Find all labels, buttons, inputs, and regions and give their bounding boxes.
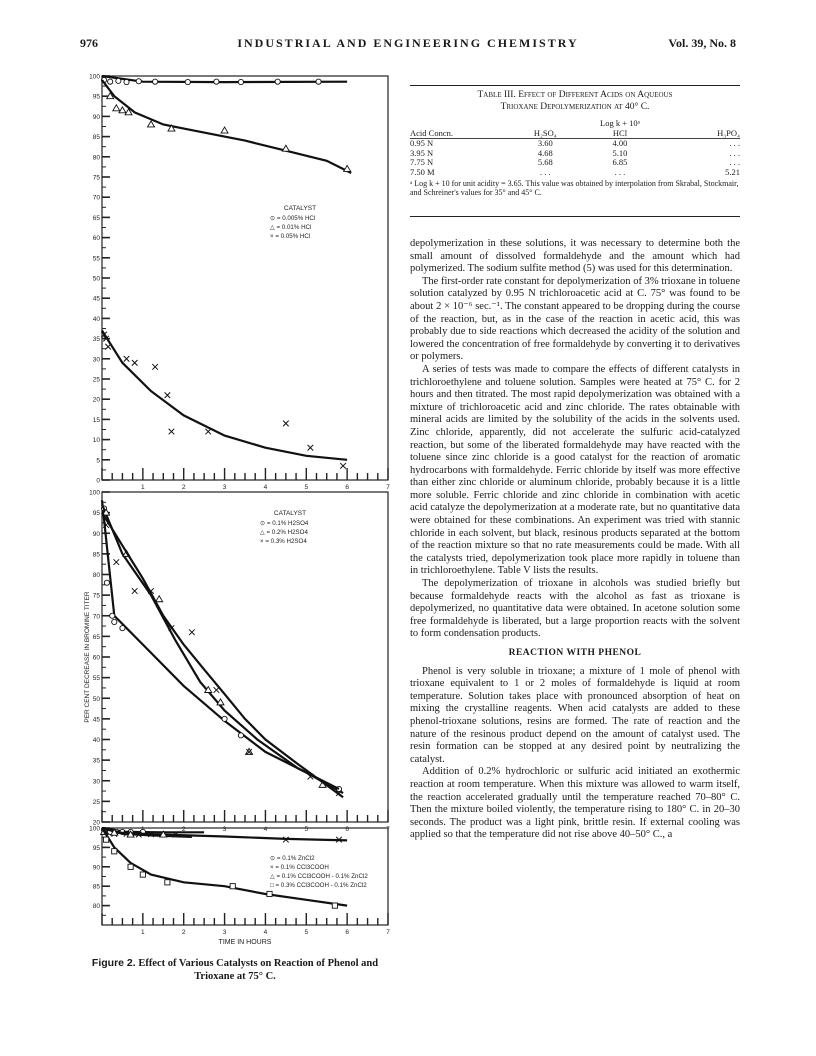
- data-point: [103, 837, 108, 842]
- y-tick-label: 55: [92, 255, 100, 263]
- table-iii: [410, 119, 740, 177]
- series-curve: [102, 500, 343, 793]
- data-point: [114, 559, 120, 565]
- paragraph: The first-order rate constant for depolymerization of 3% trioxane in toluene solution catalyzed by 0.95 N trichloroacetic acid at C. 75° was found to be about 2 × 10⁻⁶ sec.⁻¹. The constant appeared to be dropping during the course of the reaction, but, as in the case of the reaction in acetic acid, this was probably due to side reactions which decreased the acidity of the solution and lowered the concentration of free formaldehyde by converting it to derivatives or polymers.: [410, 275, 740, 363]
- legend-entry: △ = 0.1% CCl3COOH - 0.1% ZnCl2: [270, 873, 368, 880]
- y-tick-label: 100: [89, 489, 100, 497]
- data-point: [283, 421, 289, 427]
- data-point: [113, 105, 120, 111]
- body-text-column: [410, 238, 740, 842]
- y-tick-label: 35: [92, 336, 100, 344]
- y-tick-label: 100: [89, 73, 100, 81]
- data-point: [222, 716, 227, 721]
- table-span-header: Log k + 10ᵃ: [600, 118, 640, 128]
- legend-entry: ⊙ = 0.1% ZnCl2: [270, 855, 315, 862]
- y-tick-label: 65: [92, 633, 100, 641]
- plot-frame: [102, 76, 388, 480]
- y-tick-label: 25: [92, 376, 100, 384]
- data-point: [267, 891, 272, 896]
- data-point: [112, 619, 117, 624]
- y-tick-label: 95: [92, 844, 100, 852]
- plot-frame: [102, 492, 388, 822]
- paragraph: Phenol is very soluble in trioxane; a mixture of 1 mole of phenol with trioxane equivalent to 1 or 2 moles of formaldehyde is liquid at room temperature. Solution takes place with pronounced absorption of heat on mixing the crystalline reagents. When acid catalysts are added to these phenol-trioxane solutions, resins are formed. The rate of reaction and the nature of the resinous product depend on the amount of catalyst used. The resin formation can be stopped at any desired point by neutralizing the catalyst.: [410, 665, 740, 765]
- series-curve: [102, 513, 343, 798]
- table-cell: 4.00: [612, 138, 628, 148]
- data-point: [214, 687, 220, 693]
- data-point: [238, 79, 243, 84]
- y-tick-label: 20: [92, 396, 100, 404]
- table-row: [410, 139, 740, 149]
- table-cell: 3.95 N: [410, 147, 434, 158]
- x-tick-label: 7: [386, 484, 390, 491]
- y-tick-label: 40: [92, 737, 100, 744]
- x-tick-label: 1: [141, 484, 145, 491]
- y-tick-label: 70: [92, 613, 100, 621]
- data-point: [116, 78, 121, 83]
- data-point: [108, 79, 113, 84]
- table-cell: . . .: [729, 157, 740, 167]
- data-point: [148, 121, 155, 127]
- x-tick-label: 3: [222, 826, 227, 833]
- y-tick-label: 40: [92, 315, 100, 323]
- data-point: [230, 884, 235, 889]
- y-tick-label: 45: [92, 295, 100, 303]
- y-tick-label: 55: [92, 675, 100, 683]
- y-tick-label: 25: [92, 798, 100, 806]
- section-heading: REACTION WITH PHENOL: [508, 648, 642, 658]
- y-tick-label: 30: [92, 356, 100, 364]
- data-point: [165, 880, 170, 885]
- y-tick-label: 10: [92, 437, 100, 445]
- series-curve: [102, 331, 347, 460]
- x-tick-label: 1: [141, 929, 145, 936]
- data-point: [165, 392, 171, 398]
- y-tick-label: 30: [92, 778, 100, 786]
- legend-entry: ⊙ = 0.005% HCl: [270, 215, 316, 222]
- data-point: [282, 145, 289, 151]
- figure-caption: [80, 957, 390, 983]
- data-point: [124, 356, 130, 362]
- table-cell: . . .: [614, 166, 626, 177]
- data-point: [112, 849, 117, 854]
- data-point: [308, 445, 314, 451]
- data-point: [132, 360, 138, 366]
- legend-entry: □ = 0.3% CCl3COOH - 0.1% ZnCl2: [270, 882, 367, 889]
- table-col-header: H₂SO₄: [500, 129, 591, 139]
- table-cell: . . .: [539, 166, 551, 177]
- data-point: [136, 79, 141, 84]
- table-col-header: H₃PO₄: [649, 129, 740, 139]
- y-tick-label: 60: [92, 654, 100, 662]
- data-point: [332, 903, 337, 908]
- x-tick-label: 2: [181, 929, 186, 936]
- y-tick-label: 85: [92, 883, 100, 891]
- table-cell: 4.68: [537, 147, 553, 158]
- x-tick-label: 5: [304, 484, 309, 491]
- table-row: [410, 149, 740, 159]
- data-point: [169, 429, 175, 435]
- paragraph: Addition of 0.2% hydrochloric or sulfuric acid initiated an exothermic reaction at room temperature. When this mixture was allowed to warm itself, the reaction accelerated gradually until the temperature reached 70–80° C. Then the mixture boiled violently, the temperature rising to 180° C. in 20–30 seconds. The product was a light pink, brittle resin. If external cooling was applied so that the temperature did not rise above 40–50° C., a: [410, 766, 740, 841]
- y-tick-label: 70: [92, 194, 100, 202]
- data-point: [110, 613, 115, 618]
- data-point: [214, 79, 219, 84]
- data-point: [205, 429, 211, 435]
- x-tick-label: 7: [386, 826, 390, 833]
- y-tick-label: 15: [92, 416, 100, 424]
- table-title-line1: Table III. Effect of Different Acids on Aqueous: [477, 90, 673, 100]
- y-tick-label: 65: [92, 214, 100, 222]
- paragraph: A series of tests was made to compare the effects of different catalysts in trichloroethylene and toluene solution. Samples were heated at 75° C. for 2 hours and then titrated. The most rapid depolymerization was obtained with a mixture of trichloroacetic acid and zinc chloride. The rates obtainable with mineral acids are limited by the solubility of the acids in the solvents used. Zinc chloride, apparently, did not accelerate the sulfuric acid-catalyzed reaction, but some of the liberated formaldehyde may have reacted with the toluene since zinc chloride is a good catalyst for the reaction of aromatic hydrocarbons with formaldehyde. Ferric chloride by itself was more effective than either zinc chloride or aluminum chloride, probably because it is a little more soluble. Ferric chloride and zinc chloride in combination with acetic acid catalyze the depolymerization at a moderate rate, but no quantitative data were obtained for these combinations. An experiment was tried with stannic chloride in each solvent, but black, resinous products separated at the bottom of the reaction mixture so that no rate measurements could be made. With all the catalysts tried, depolymerization took place more rapidly in toluene than in trichloroethylene. Table V lists the results.: [410, 363, 740, 577]
- x-axis-label: TIME IN HOURS: [218, 939, 272, 946]
- data-point: [128, 864, 133, 869]
- table-cell: 5.10: [612, 147, 628, 158]
- x-tick-label: 3: [222, 929, 227, 936]
- table-cell: 0.95 N: [410, 138, 434, 148]
- table-top-rule: [410, 85, 740, 86]
- x-tick-label: 6: [345, 484, 349, 491]
- series-curve: [102, 504, 339, 789]
- data-point: [105, 344, 111, 350]
- legend-title: CATALYST: [283, 205, 317, 212]
- x-tick-label: 6: [345, 826, 349, 833]
- y-tick-label: 90: [92, 864, 100, 872]
- y-tick-label: 0: [96, 477, 100, 485]
- figure-2-chart: [80, 70, 390, 950]
- series-curve: [102, 80, 351, 173]
- y-tick-label: 60: [92, 235, 100, 243]
- x-tick-label: 2: [181, 484, 186, 491]
- table-cell: . . .: [729, 147, 740, 158]
- volume-issue: Vol. 39, No. 8: [668, 36, 736, 50]
- y-tick-label: 80: [92, 572, 100, 579]
- data-point: [189, 629, 195, 635]
- table-cell: 6.85: [612, 157, 628, 167]
- data-point: [275, 79, 280, 84]
- table-cell: 7.50 M: [410, 166, 435, 177]
- y-tick-label: 5: [96, 457, 100, 465]
- data-point: [152, 364, 158, 370]
- x-tick-label: 3: [222, 484, 227, 491]
- y-tick-label: 75: [92, 592, 100, 600]
- x-tick-label: 4: [263, 484, 268, 491]
- paragraph: The depolymerization of trioxane in alcohols was studied briefly but because formaldehyde reacts with the alcohol as fast as trioxane is depolymerized, no quantitative data were obtained. In acetone solution some free formaldehyde is liberated, but a large proportion reacts with the solvent to form condensation products.: [410, 578, 740, 640]
- journal-title: INDUSTRIAL AND ENGINEERING CHEMISTRY: [237, 36, 579, 50]
- y-tick-label: 95: [92, 510, 100, 518]
- data-point: [316, 79, 321, 84]
- y-tick-label: 50: [92, 275, 100, 283]
- y-tick-label: 100: [89, 825, 100, 833]
- legend-entry: × = 0.3% H2SO4: [260, 538, 307, 545]
- table-title-line2: Trioxane Depolymerization at 40° C.: [500, 101, 650, 112]
- table-row: [410, 168, 740, 178]
- legend-entry: △ = 0.01% HCl: [270, 224, 312, 231]
- data-point: [340, 463, 346, 469]
- table-col-header: Acid Concn.: [410, 129, 500, 139]
- legend-entry: × = 0.05% HCl: [270, 233, 311, 240]
- y-tick-label: 45: [92, 716, 100, 724]
- legend-title: CATALYST: [273, 510, 307, 517]
- y-tick-label: 80: [92, 903, 100, 911]
- data-point: [120, 626, 125, 631]
- data-point: [238, 733, 243, 738]
- table-row: [410, 158, 740, 168]
- y-tick-label: 35: [92, 757, 100, 765]
- legend-entry: △ = 0.2% H2SO4: [260, 529, 308, 536]
- data-point: [124, 79, 129, 84]
- table-cell: 7.75 N: [410, 157, 434, 167]
- y-tick-label: 90: [92, 530, 100, 538]
- legend-entry: ⊙ = 0.1% H2SO4: [260, 520, 309, 527]
- table-cell: 5.21: [725, 166, 740, 177]
- paragraph: depolymerization in these solutions, it was necessary to determine both the small amount of dissolved formaldehyde and the amount which had polymerized. The sodium sulfite method (5) was used for this determination.: [410, 238, 740, 275]
- x-tick-label: 4: [263, 929, 268, 936]
- data-point: [140, 872, 145, 877]
- y-tick-label: 20: [92, 819, 100, 827]
- table-title: [410, 90, 740, 113]
- table-cell: . . .: [729, 138, 740, 148]
- data-point: [153, 79, 158, 84]
- data-point: [132, 588, 138, 594]
- x-tick-label: 2: [181, 826, 186, 833]
- page-number: 976: [80, 36, 98, 50]
- table-bottom-rule: [410, 216, 740, 217]
- y-tick-label: 80: [92, 154, 100, 162]
- table-cell: 5.68: [537, 157, 553, 167]
- x-tick-label: 6: [345, 929, 349, 936]
- figure-caption-text: Effect of Various Catalysts on Reaction of Phenol and Trioxane at 75° C.: [138, 958, 379, 982]
- x-tick-label: 5: [304, 929, 309, 936]
- x-tick-label: 5: [304, 826, 309, 833]
- x-tick-label: 7: [386, 929, 390, 936]
- x-tick-label: 4: [263, 826, 268, 833]
- y-tick-label: 95: [92, 93, 100, 101]
- y-tick-label: 50: [92, 695, 100, 703]
- data-point: [185, 79, 190, 84]
- data-point: [119, 107, 126, 113]
- y-tick-label: 85: [92, 551, 100, 559]
- legend-entry: × = 0.1% CCl3COOH: [270, 864, 329, 871]
- y-tick-label: 90: [92, 113, 100, 121]
- y-tick-label: 75: [92, 174, 100, 182]
- y-axis-label: PER CENT DECREASE IN BROMINE TITER: [84, 591, 91, 723]
- data-point: [221, 127, 228, 133]
- table-footnote: ᵃ Log k + 10 for unit acidity = 3.65. This value was obtained by interpolation from Skrabal, Stockmair, and Schreiner's values for 35° and 45° C.: [410, 179, 739, 197]
- data-point: [156, 596, 163, 602]
- data-point: [344, 165, 351, 171]
- y-tick-label: 85: [92, 134, 100, 142]
- data-point: [104, 580, 109, 585]
- figure-label: Figure 2.: [91, 957, 136, 969]
- table-col-header: HCl: [591, 129, 650, 139]
- table-cell: 3.60: [537, 138, 553, 148]
